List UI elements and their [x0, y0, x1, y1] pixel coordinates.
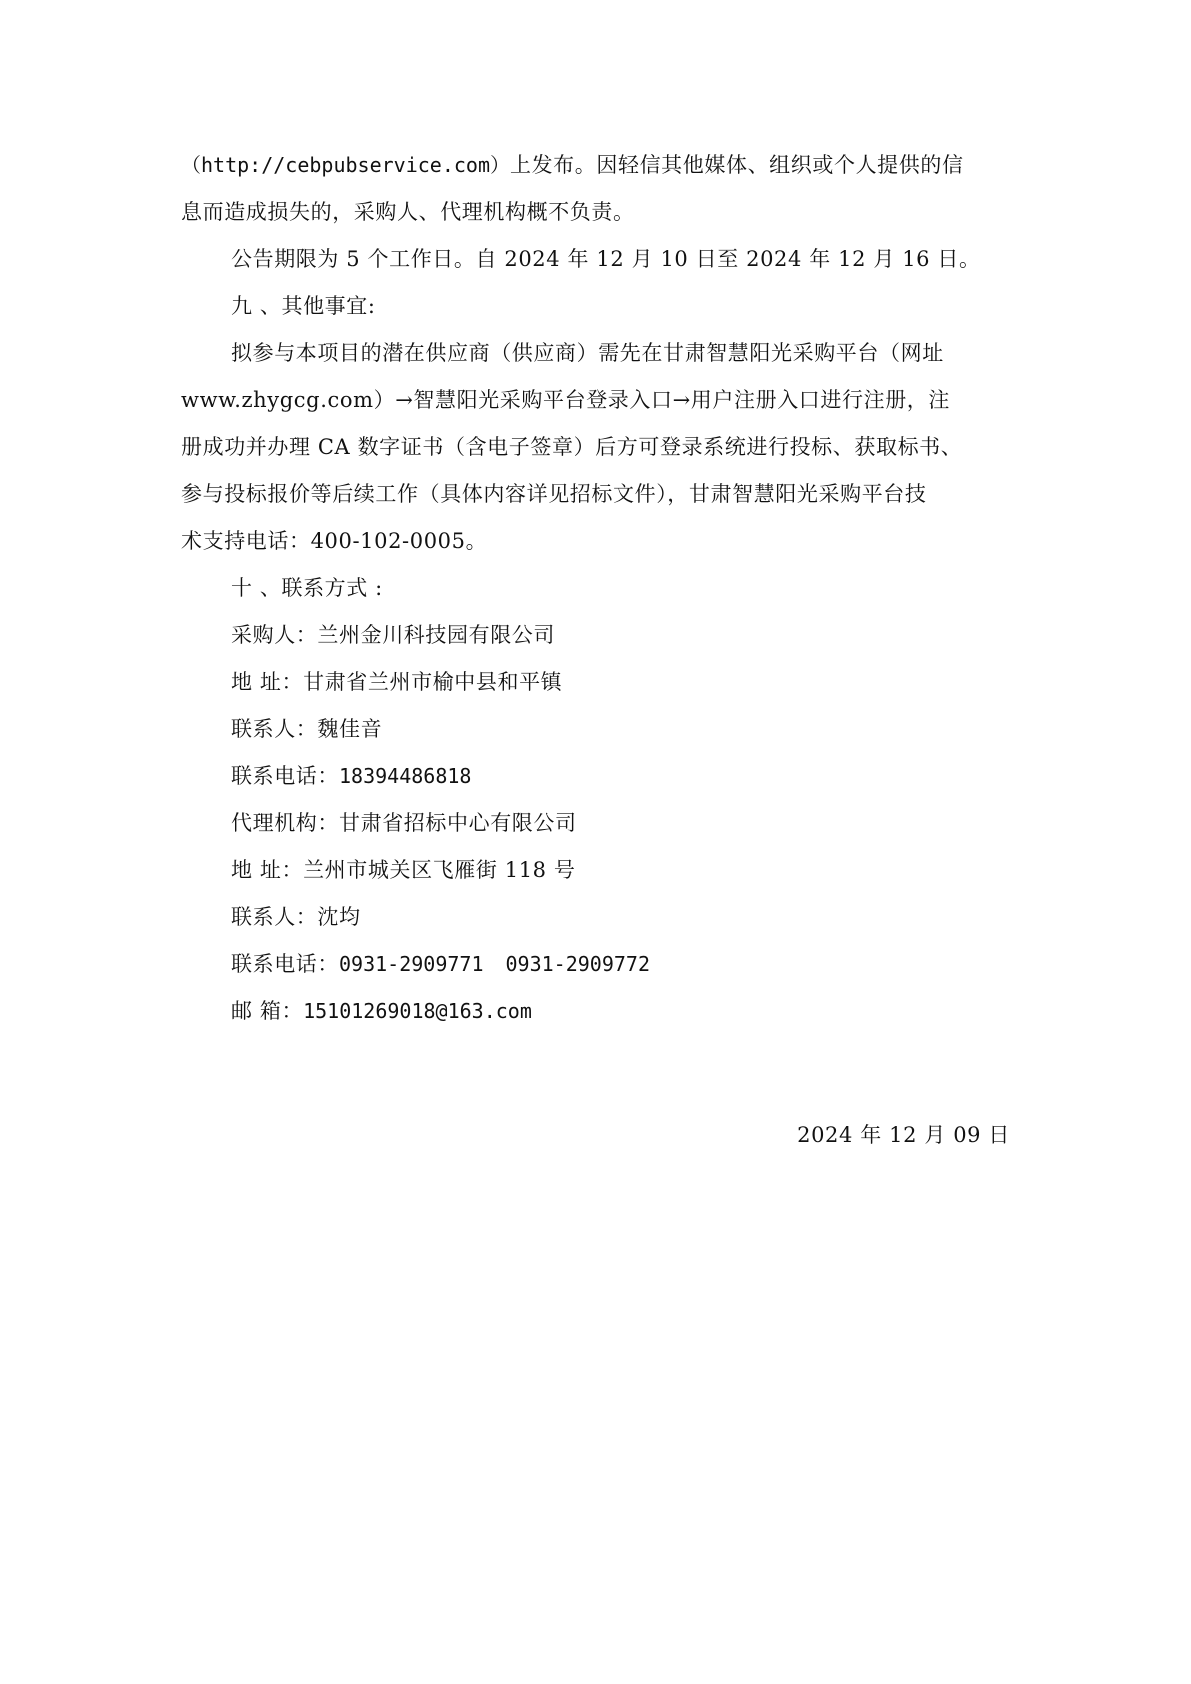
- agency-name-label: 代理机构：: [231, 811, 339, 835]
- agency-name: 甘肃省招标中心有限公司: [339, 811, 577, 835]
- notice-continuation-line-1: [181, 142, 1011, 189]
- purchaser-contact-label: 联系人：: [231, 717, 318, 741]
- agency-phone-1: 0931-2909771: [339, 952, 484, 976]
- agency-address-row: [181, 847, 1011, 894]
- purchaser-name-label: 采购人：: [231, 623, 318, 647]
- agency-email-row: [181, 988, 1011, 1035]
- agency-contact-row: [181, 894, 1011, 941]
- agency-phone-label: 联系电话：: [231, 952, 339, 976]
- notice-continuation-line-2: 息而造成损失的，采购人、代理机构概不负责。: [181, 200, 635, 224]
- publication-disclaimer-text: 上发布。因轻信其他媒体、组织或个人提供的信: [509, 153, 964, 177]
- section-9-heading: 九 、其他事宜:: [231, 294, 376, 318]
- purchaser-phone: 18394486818: [339, 764, 472, 788]
- section-9-line-3: 册成功并办理 CA 数字证书（含电子签章）后方可登录系统进行投标、获取标书、: [181, 435, 963, 459]
- section-9-line-1: 拟参与本项目的潜在供应商（供应商）需先在甘肃智慧阳光采购平台（网址: [231, 341, 944, 365]
- agency-email: 15101269018@163.com: [303, 999, 532, 1023]
- agency-name-row: [181, 800, 1011, 847]
- signature-date: 2024 年 12 月 09 日: [797, 1123, 1010, 1147]
- agency-address: 兰州市城关区飞雁街 118 号: [303, 858, 576, 882]
- section-9-line-2: www.zhygcg.com）→智慧阳光采购平台登录入口→用户注册入口进行注册，注: [181, 388, 950, 412]
- document-body: [181, 142, 1011, 1035]
- section-9-line-5: 术支持电话：400-102-0005。: [181, 529, 488, 553]
- purchaser-address-row: [181, 659, 1011, 706]
- agency-contact-label: 联系人：: [231, 905, 318, 929]
- agency-email-label: 邮 箱：: [231, 999, 304, 1023]
- purchaser-name-row: [181, 612, 1011, 659]
- publication-site-text: （http://cebpubservice.com）: [181, 153, 510, 177]
- section-10-heading: 十 、联系方式 :: [231, 576, 383, 600]
- purchaser-phone-row: [181, 753, 1011, 800]
- purchaser-address-label: 地 址：: [231, 670, 304, 694]
- agency-phone-row: [181, 941, 1011, 988]
- agency-contact: 沈均: [317, 905, 361, 929]
- purchaser-address: 甘肃省兰州市榆中县和平镇: [303, 670, 563, 694]
- agency-phone-2: 0931-2909772: [505, 952, 650, 976]
- purchaser-name: 兰州金川科技园有限公司: [317, 623, 556, 647]
- purchaser-contact: 魏佳音: [317, 717, 383, 741]
- section-9-line-4: 参与投标报价等后续工作（具体内容详见招标文件），甘肃智慧阳光采购平台技: [181, 482, 927, 506]
- purchaser-contact-row: [181, 706, 1011, 753]
- agency-address-label: 地 址：: [231, 858, 304, 882]
- notice-period: 公告期限为 5 个工作日。自 2024 年 12 月 10 日至 2024 年 12 月 16 日。: [231, 247, 981, 271]
- purchaser-phone-label: 联系电话：: [231, 764, 339, 788]
